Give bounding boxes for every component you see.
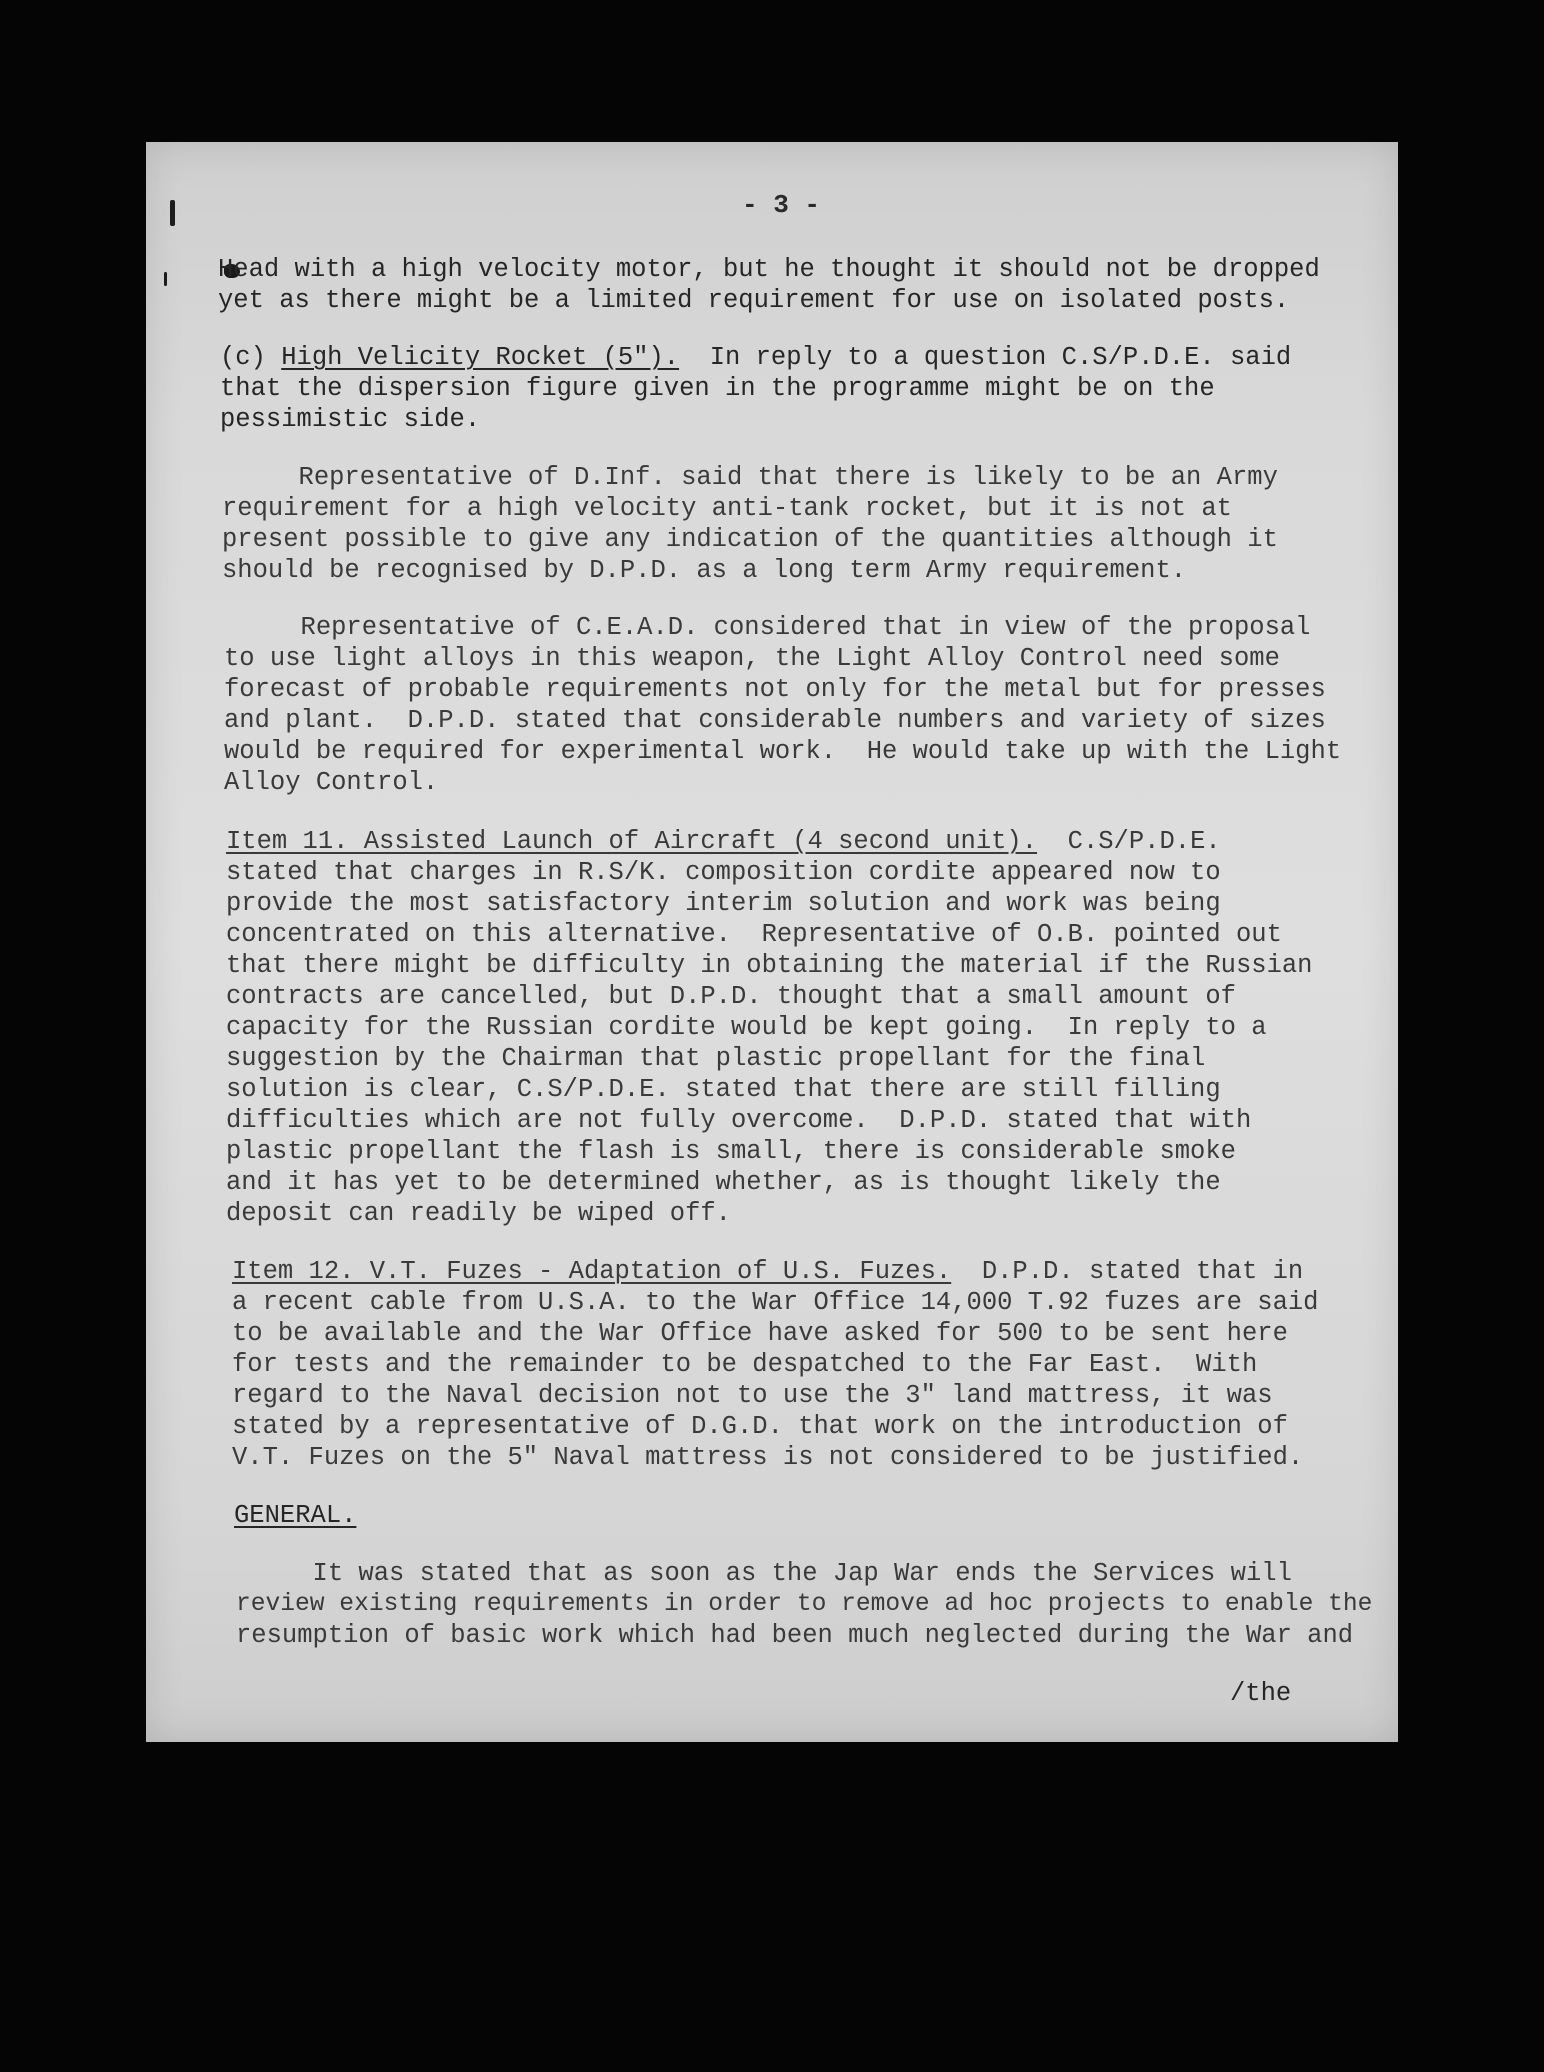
- p5-line5: that there might be difficulty in obtaining the material if the Russian: [226, 951, 1313, 980]
- document-page: [146, 142, 1398, 1742]
- general-heading: GENERAL.: [234, 1501, 357, 1530]
- p7-line3: resumption of basic work which had been much neglected during the War and: [236, 1621, 1354, 1650]
- p4-line5: would be required for experimental work. He would take up with the Light: [224, 737, 1342, 766]
- p7-line2: review existing requirements in order to remove ad hoc projects to enable the: [236, 1591, 1373, 1618]
- p4-line2: to use light alloys in this weapon, the Light Alloy Control need some: [224, 644, 1280, 673]
- p5-line11: plastic propellant the flash is small, there is considerable smoke: [226, 1137, 1236, 1166]
- p5-line12: and it has yet to be determined whether, as is thought likely the: [226, 1168, 1221, 1197]
- margin-mark-top: [170, 200, 175, 226]
- p5-line8: suggestion by the Chairman that plastic propellant for the final: [226, 1044, 1206, 1073]
- p2-line1-rest: In reply to a question C.S/P.D.E. said: [679, 343, 1292, 372]
- p1-line2: yet as there might be a limited requirement for use on isolated posts.: [218, 286, 1290, 315]
- p4-line3: forecast of probable requirements not only for the metal but for presses: [224, 675, 1326, 704]
- p4-line6: Alloy Control.: [224, 768, 439, 797]
- p6-line1-rest: D.P.D. stated that in: [951, 1257, 1304, 1286]
- item-12-heading: Item 12. V.T. Fuzes - Adaptation of U.S. Fuzes.: [232, 1257, 952, 1286]
- p2-line3: pessimistic side.: [220, 405, 481, 434]
- p6-line4: for tests and the remainder to be despatched to the Far East. With: [232, 1350, 1258, 1379]
- p2-prefix: (c): [220, 343, 282, 372]
- p2-line1: [220, 342, 1291, 373]
- p3-line2: requirement for a high velocity anti-tank rocket, but it is not at: [222, 494, 1232, 523]
- item-11-heading: Item 11. Assisted Launch of Aircraft (4 second unit).: [226, 827, 1038, 856]
- p6-line5: regard to the Naval decision not to use the 3" land mattress, it was: [232, 1381, 1273, 1410]
- p5-line2: stated that charges in R.S/K. composition cordite appeared now to: [226, 858, 1221, 887]
- p2-heading: High Velicity Rocket (5").: [281, 343, 680, 372]
- p5-line13: deposit can readily be wiped off.: [226, 1199, 731, 1228]
- p2-line2: that the dispersion figure given in the programme might be on the: [220, 374, 1215, 403]
- p6-line6: stated by a representative of D.G.D. that work on the introduction of: [232, 1412, 1288, 1441]
- p4-line1: Representative of C.E.A.D. considered that in view of the proposal: [224, 613, 1311, 642]
- page-number: - 3 -: [742, 190, 821, 220]
- p5-line1-rest: C.S/P.D.E.: [1037, 827, 1221, 856]
- p5-line6: contracts are cancelled, but D.P.D. thought that a small amount of: [226, 982, 1236, 1011]
- p3-line1: Representative of D.Inf. said that there is likely to be an Army: [222, 463, 1278, 492]
- catchword: /the: [1230, 1679, 1292, 1708]
- p6-line1: [232, 1256, 1303, 1287]
- p5-line1: [226, 826, 1221, 857]
- p6-line7: V.T. Fuzes on the 5" Naval mattress is not considered to be justified.: [232, 1443, 1304, 1472]
- p5-line7: capacity for the Russian cordite would be kept going. In reply to a: [226, 1013, 1267, 1042]
- p1-line1: Head with a high velocity motor, but he thought it should not be dropped: [218, 255, 1320, 284]
- p4-line4: and plant. D.P.D. stated that considerable numbers and variety of sizes: [224, 706, 1326, 735]
- p6-line2: a recent cable from U.S.A. to the War Office 14,000 T.92 fuzes are said: [232, 1288, 1319, 1317]
- p5-line3: provide the most satisfactory interim solution and work was being: [226, 889, 1221, 918]
- p6-line3: to be available and the War Office have asked for 500 to be sent here: [232, 1319, 1288, 1348]
- p5-line10: difficulties which are not fully overcome. D.P.D. stated that with: [226, 1106, 1252, 1135]
- p3-line4: should be recognised by D.P.D. as a long term Army requirement.: [222, 556, 1187, 585]
- p3-line3: present possible to give any indication of the quantities although it: [222, 525, 1278, 554]
- p5-line4: concentrated on this alternative. Representative of O.B. pointed out: [226, 920, 1282, 949]
- p7-line1: It was stated that as soon as the Jap War ends the Services will: [236, 1559, 1292, 1588]
- margin-mark-small: [164, 272, 167, 286]
- p5-line9: solution is clear, C.S/P.D.E. stated that there are still filling: [226, 1075, 1221, 1104]
